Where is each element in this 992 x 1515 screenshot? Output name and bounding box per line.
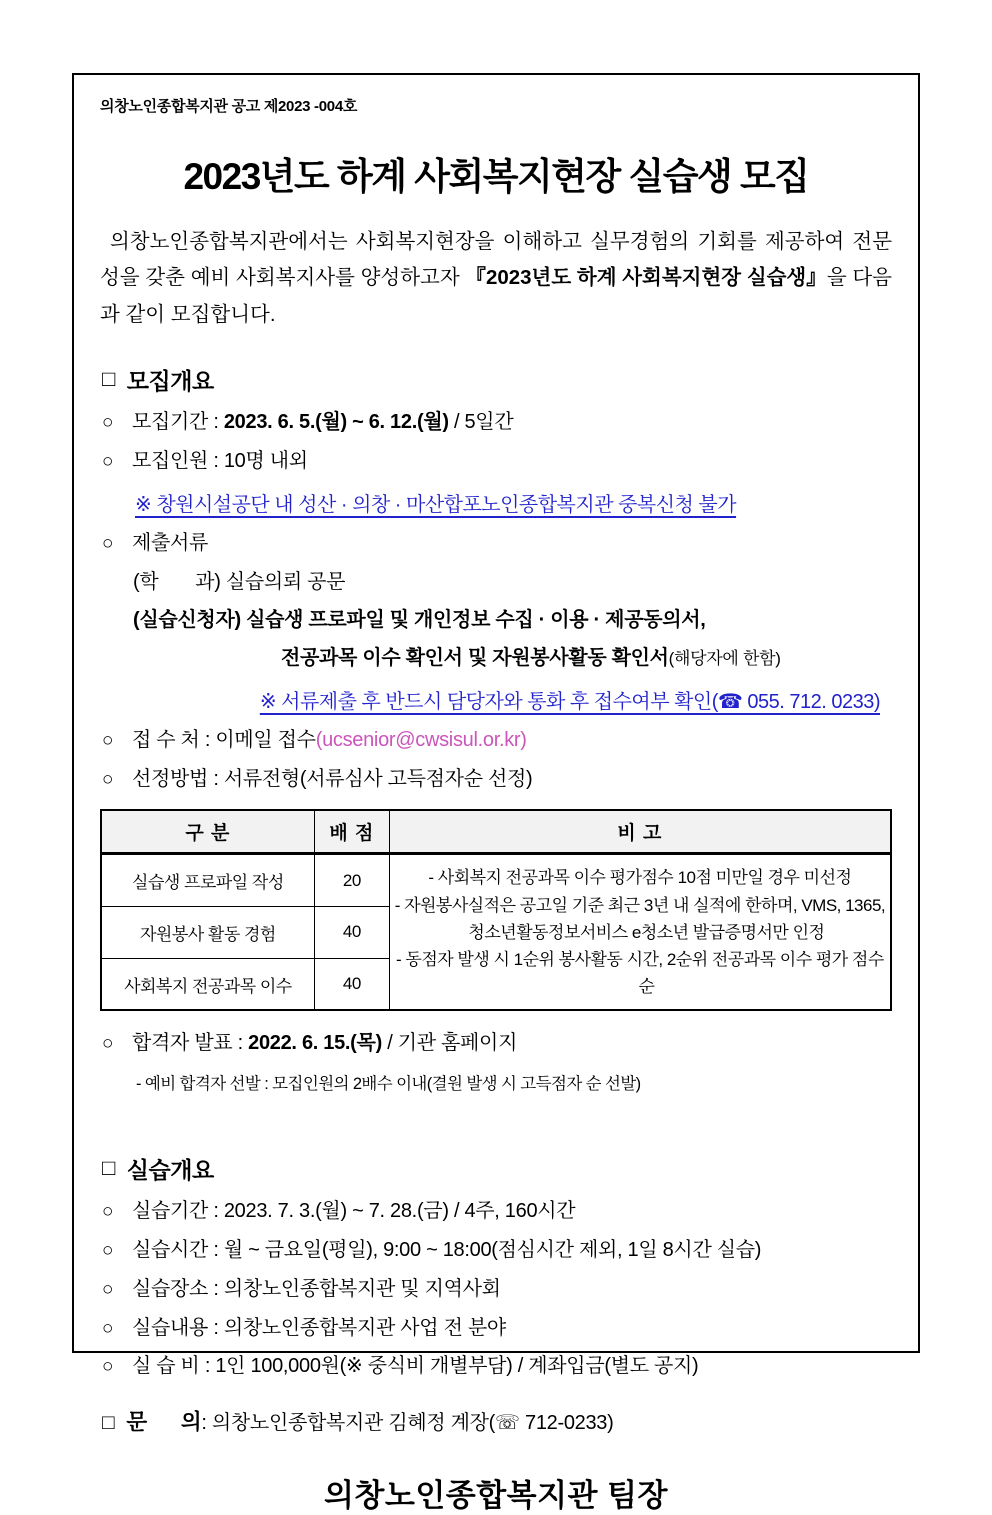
circle-bullet-icon: ○ xyxy=(102,729,114,751)
page-title: 2023년도 하계 사회복지현장 실습생 모집 xyxy=(183,156,809,197)
square-bullet-icon: □ xyxy=(102,365,115,391)
cell-points: 40 xyxy=(314,958,389,1010)
recruit-capacity-text: 모집인원 : 10명 내외 xyxy=(132,450,308,473)
practice-fee-line xyxy=(102,1354,892,1379)
remark-note: - 사회복지 전공과목 이수 평가점수 10점 미만일 경우 미선정 xyxy=(428,868,852,888)
cell-remarks xyxy=(389,854,891,1010)
circle-bullet-icon: ○ xyxy=(102,1278,114,1300)
apply-email: (ucsenior@cwsisul.or.kr) xyxy=(315,728,527,751)
remark-note: - 자원봉사실적은 공고일 기준 최근 3년 내 실적에 한하며, VMS, 1365, 청소년활동정보서비스 e청소년 발급증명서만 인정 xyxy=(394,895,886,942)
recruit-capacity-line xyxy=(102,449,892,474)
cell-category: 실습생 프로파일 작성 xyxy=(101,854,314,907)
circle-bullet-icon: ○ xyxy=(102,533,114,555)
circle-bullet-icon: ○ xyxy=(102,1356,114,1378)
intro-emphasis: 『2023년도 하계 사회복지현장 실습생』 xyxy=(465,266,827,290)
recruit-period-text xyxy=(132,410,513,434)
selection-text: 선정방법 : 서류전형(서류심사 고득점자순 선정) xyxy=(132,767,533,790)
section-gap xyxy=(100,1120,892,1146)
practice-period-line xyxy=(102,1199,892,1224)
recruit-period-line xyxy=(102,410,892,435)
document-frame xyxy=(72,73,920,1514)
cell-points: 20 xyxy=(314,854,389,907)
intro-text-1: 의창노인종합복지관에서는 사회복지현장을 이해하고 실무경험의 기회를 제공하여 전문성을 갖춘 예비 사회복지사를 양성하고자 xyxy=(100,230,892,290)
intro-paragraph xyxy=(100,224,892,333)
circle-bullet-icon: ○ xyxy=(102,1317,114,1339)
circle-bullet-icon: ○ xyxy=(102,1239,114,1261)
recruit-period-label: 모집기간 : xyxy=(132,411,224,434)
announcement-channel: / 기관 홈페이지 xyxy=(381,1032,518,1055)
circle-bullet-icon: ○ xyxy=(102,1033,114,1055)
column-header-remarks: 비 고 xyxy=(389,810,891,854)
cell-category: 자원봉사 활동 경험 xyxy=(101,907,314,959)
square-bullet-icon: □ xyxy=(102,1411,115,1435)
signature-title: 의창노인종합복지관 팀장 xyxy=(323,1478,669,1514)
practice-hours-text: 실습시간 : 월 ~ 금요일(평일), 9:00 ~ 18:00(점심시간 제외, 1일 8시간 실습) xyxy=(132,1238,762,1261)
inquiry-label: 문 의 xyxy=(126,1410,202,1435)
circle-bullet-icon: ○ xyxy=(102,768,114,790)
column-header-category: 구 분 xyxy=(101,810,314,854)
selection-line xyxy=(102,767,892,792)
practice-hours-line xyxy=(102,1238,892,1263)
score-table xyxy=(100,809,892,1011)
circle-bullet-icon: ○ xyxy=(102,412,114,434)
practice-content-line xyxy=(102,1316,892,1341)
document-item-certificates xyxy=(281,646,892,671)
document-item-department: (학 과) 실습의뢰 공문 xyxy=(133,570,346,593)
doc-number: 의창노인종합복지관 공고 제2023 -004호 xyxy=(100,98,358,115)
remark-note: - 동점자 발생 시 1순위 봉사활동 시간, 2순위 전공과목 이수 평가 점수순 xyxy=(396,950,884,997)
inquiry-line xyxy=(102,1405,892,1436)
document-item-applicant: (실습신청자) 실습생 프로파일 및 개인정보 수집 · 이용 · 제공동의서, xyxy=(133,608,706,631)
section-heading-label: 모집개요 xyxy=(126,368,214,395)
reserve-selection-note: - 예비 합격자 선발 : 모집인원의 2배수 이내(결원 발생 시 고득점자 순 선발) xyxy=(136,1075,641,1094)
apply-label: 접 수 처 : 이메일 접수 xyxy=(132,728,316,751)
announcement-date: 2022. 6. 15.(목) xyxy=(248,1032,382,1055)
practice-period-text: 실습기간 : 2023. 7. 3.(월) ~ 7. 28.(금) / 4주, 160시간 xyxy=(132,1200,576,1223)
apply-line xyxy=(102,728,892,753)
cell-category: 사회복지 전공과목 이수 xyxy=(101,958,314,1010)
cell-points: 40 xyxy=(314,907,389,959)
inquiry-contact: : 의창노인종합복지관 김혜정 계장(☏ 712-0233) xyxy=(201,1412,614,1435)
circle-bullet-icon: ○ xyxy=(102,451,114,473)
score-table-header-row xyxy=(101,810,891,854)
practice-content-text: 실습내용 : 의창노인종합복지관 사업 전 분야 xyxy=(132,1316,506,1339)
circle-bullet-icon: ○ xyxy=(102,1201,114,1223)
submission-confirm-note: ※ 서류제출 후 반드시 담당자와 통화 후 접수여부 확인(☎ 055. 712. 0233) xyxy=(259,690,880,713)
section-heading-practice xyxy=(102,1152,892,1185)
document-certificates-text: 전공과목 이수 확인서 및 자원봉사활동 확인서 xyxy=(281,646,669,669)
documents-line xyxy=(102,531,892,556)
practice-place-text: 실습장소 : 의창노인종합복지관 및 지역사회 xyxy=(132,1277,501,1300)
announcement-text xyxy=(132,1031,517,1055)
section-heading-label: 실습개요 xyxy=(126,1157,214,1184)
duplicate-application-note: ※ 창원시설공단 내 성산 · 의창 · 마산합포노인종합복지관 중복신청 불가 xyxy=(135,494,737,517)
recruit-period-dates: 2023. 6. 5.(월) ~ 6. 12.(월) xyxy=(223,411,449,434)
announcement-label: 합격자 발표 : xyxy=(132,1032,249,1055)
section-heading-recruit xyxy=(102,363,892,396)
documents-label: 제출서류 xyxy=(132,532,209,555)
practice-fee-text: 실 습 비 : 1인 100,000원(※ 중식비 개별부담) / 계좌입금(별도 공지) xyxy=(132,1355,699,1378)
table-row xyxy=(101,854,891,907)
intro-text-2: 을 다음과 같이 모집합니다. xyxy=(100,266,892,326)
square-bullet-icon: □ xyxy=(102,1154,115,1180)
column-header-points: 배 점 xyxy=(314,810,389,854)
document-certificates-note: (해당자에 한함) xyxy=(668,648,781,668)
practice-place-line xyxy=(102,1277,892,1302)
recruit-period-duration: / 5일간 xyxy=(448,411,514,434)
announcement-line xyxy=(102,1031,892,1056)
apply-text xyxy=(132,728,527,752)
